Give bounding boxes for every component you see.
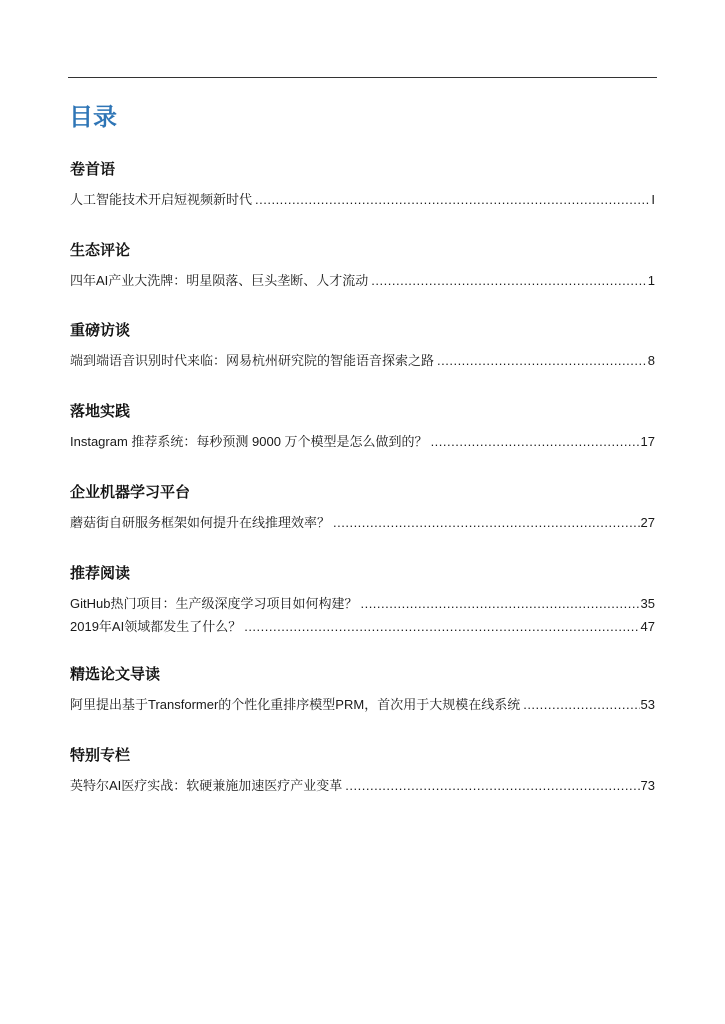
toc-section-recommended (70, 563, 655, 637)
toc-section-ecosystem-review (70, 240, 655, 291)
section-heading: 生态评论 (70, 242, 131, 259)
toc-entry[interactable] (70, 594, 655, 614)
dot-leader (523, 695, 639, 715)
entry-title: 阿里提出基于Transformer的个性化重排序模型PRM，首次用于大规模在线系统 (70, 697, 521, 712)
section-heading: 特别专栏 (70, 747, 131, 764)
section-heading: 精选论文导读 (70, 666, 161, 683)
header-rule (68, 77, 657, 78)
entry-page-number: 73 (640, 778, 655, 793)
toc-section-papers (70, 664, 655, 715)
section-heading: 卷首语 (70, 161, 116, 178)
toc-section-interview (70, 320, 655, 371)
toc-entry[interactable] (70, 617, 655, 637)
toc-entry[interactable] (70, 351, 655, 371)
page-title: 目录 (69, 104, 117, 131)
toc-entry[interactable] (70, 271, 655, 291)
entry-title: GitHub热门项目：生产级深度学习项目如何构建？ (70, 596, 358, 611)
entry-title: 端到端语音识别时代来临：网易杭州研究院的智能语音探索之路 (70, 353, 435, 368)
entry-page-number: 17 (640, 434, 655, 449)
toc-entry[interactable] (70, 695, 655, 715)
entry-page-number: 53 (640, 697, 655, 712)
section-heading: 落地实践 (70, 403, 131, 420)
entry-title: 人工智能技术开启短视频新时代 (70, 192, 253, 207)
toc-entry[interactable] (70, 190, 655, 210)
dot-leader (345, 776, 639, 796)
dot-leader (371, 271, 646, 291)
section-heading: 推荐阅读 (70, 565, 131, 582)
entry-page-number: 8 (647, 353, 655, 368)
toc-section-ml-platform (70, 482, 655, 533)
dot-leader (255, 190, 650, 210)
dot-leader (244, 617, 639, 637)
toc-section-practice (70, 401, 655, 452)
dot-leader (360, 594, 639, 614)
entry-page-number: 47 (640, 619, 655, 634)
entry-title: Instagram 推荐系统：每秒预测 9000 万个模型是怎么做到的？ (70, 434, 428, 449)
toc-entry[interactable] (70, 513, 655, 533)
entry-title: 2019年AI领域都发生了什么？ (70, 619, 242, 634)
dot-leader (437, 351, 647, 371)
entry-title: 蘑菇街自研服务框架如何提升在线推理效率？ (70, 515, 331, 530)
section-heading: 重磅访谈 (70, 322, 131, 339)
toc-section-special-column (70, 745, 655, 796)
entry-page-number: 27 (640, 515, 655, 530)
dot-leader (431, 432, 640, 452)
toc-entry[interactable] (70, 432, 655, 452)
entry-page-number: I (651, 192, 655, 207)
section-heading: 企业机器学习平台 (70, 484, 191, 501)
toc-entry[interactable] (70, 776, 655, 796)
toc-section-foreword (70, 159, 655, 210)
dot-leader (333, 513, 640, 533)
entry-title: 英特尔AI医疗实战：软硬兼施加速医疗产业变革 (70, 778, 343, 793)
entry-page-number: 35 (640, 596, 655, 611)
entry-title: 四年AI产业大洗牌：明星陨落、巨头垄断、人才流动 (70, 273, 369, 288)
entry-page-number: 1 (647, 273, 655, 288)
